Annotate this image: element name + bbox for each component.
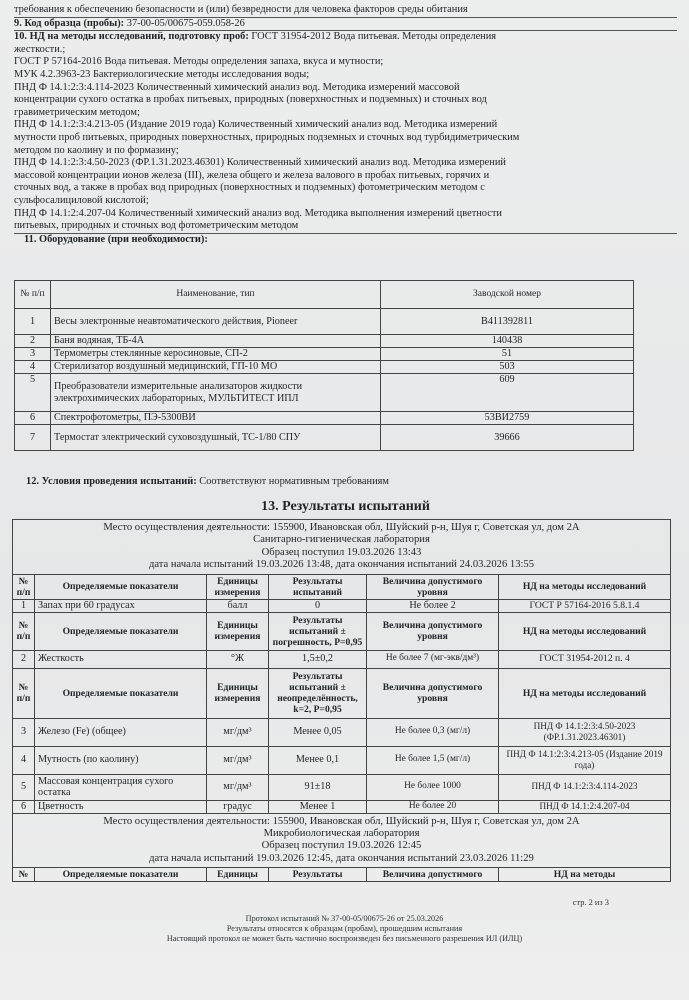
result-value: 91±18 <box>269 774 367 800</box>
result-value: 0 <box>269 599 367 612</box>
result-unit: балл <box>207 599 269 612</box>
conditions-section <box>26 476 677 489</box>
result-unit: °Ж <box>207 650 269 668</box>
result-num: 5 <box>13 774 35 800</box>
result-value: Менее 0,1 <box>269 746 367 774</box>
table-row <box>15 425 634 451</box>
result-nd: ПНД Ф 14.1:2:3:4.50-2023 (ФР.1.31.2023.46301) <box>499 718 671 746</box>
sample-code-value: 37-00-05/00675-059.058-26 <box>126 17 245 29</box>
equipment-table <box>14 280 634 451</box>
methods-line: жесткости.; <box>14 43 66 55</box>
equipment-serial: 140438 <box>381 335 634 348</box>
hdr-nd: НД на методы <box>499 868 671 882</box>
result-param: Цветность <box>35 800 207 813</box>
equipment-title-text: 11. Оборудование (при необходимости): <box>24 233 208 245</box>
sample-code <box>14 18 677 32</box>
result-limit: Не более 2 <box>367 599 499 612</box>
table-row <box>13 800 671 813</box>
lab1-place: Место осуществления деятельности: 155900, Ивановская обл, Шуйский р-н, Шуя г, Советская ул, дом 2А <box>103 522 580 533</box>
hdr-result: Результаты испытаний ± неопределённость, k=2, P=0,95 <box>269 668 367 718</box>
result-value: Менее 1 <box>269 800 367 813</box>
hdr-result: Результаты испытаний <box>269 574 367 599</box>
result-limit: Не более 1,5 (мг/л) <box>367 746 499 774</box>
equipment-header-name: Наименование, тип <box>51 281 381 309</box>
methods-line: ПНД Ф 14.1:2:3:4.114-2023 Количественный химический анализ вод. Методика измерений массовой <box>14 81 460 93</box>
results-wrap <box>12 519 671 882</box>
result-param: Железо (Fe) (общее) <box>35 718 207 746</box>
equipment-name: Баня водяная, ТБ-4А <box>51 335 381 348</box>
methods-line: методом по каолину и по формазину; <box>14 144 179 156</box>
methods-line: сульфосалициловой кислотой; <box>14 194 149 206</box>
equipment-num: 3 <box>15 348 51 361</box>
lab1-received: Образец поступил 19.03.2026 13:43 <box>261 546 422 558</box>
conditions-line <box>26 476 677 489</box>
lab2-info <box>13 813 671 868</box>
lab2-name: Микробиологическая лаборатория <box>263 828 420 840</box>
lab1-name: Санитарно-гигиеническая лаборатория <box>253 534 430 546</box>
result-param: Запах при 60 градусах <box>35 599 207 612</box>
methods-line: ГОСТ Р 57164-2016 Вода питьевая. Методы определения запаха, вкуса и мутности; <box>14 56 384 68</box>
table-row <box>13 650 671 668</box>
footer-protocol: Протокол испытаний № 37-00-05/00675-26 от 25.03.2026 <box>245 914 444 923</box>
table-row <box>15 348 634 361</box>
result-nd: ПНД Ф 14.1:2:3:4.114-2023 <box>499 774 671 800</box>
table-row <box>15 412 634 425</box>
table-row <box>15 361 634 374</box>
page-number: стр. 2 из 3 <box>572 898 609 907</box>
group1-header-row <box>13 574 671 599</box>
methods-heading <box>14 31 677 44</box>
result-num: 2 <box>13 650 35 668</box>
requirements-section <box>14 4 677 246</box>
hdr-result: Результаты <box>269 868 367 882</box>
table-row <box>15 335 634 348</box>
methods-label: 10. НД на методы исследований, подготовку проб: <box>14 31 249 43</box>
table-row <box>13 774 671 800</box>
lab2-place: Место осуществления деятельности: 155900, Ивановская обл, Шуйский р-н, Шуя г, Советская ул, дом 2А <box>103 815 580 827</box>
hdr-num: № п/п <box>13 668 35 718</box>
equipment-serial: 503 <box>381 361 634 374</box>
equipment-num: 2 <box>15 335 51 348</box>
result-num: 3 <box>13 718 35 746</box>
group3-header-row <box>13 668 671 718</box>
equipment-title <box>14 234 677 247</box>
result-param: Жесткость <box>35 650 207 668</box>
equipment-name: Стерилизатор воздушный медицинский, ГП-10 МО <box>51 361 381 374</box>
equipment-header-row <box>15 281 634 309</box>
lab1-info-row <box>13 520 671 575</box>
lab1-dates: дата начала испытаний 19.03.2026 13:48, дата окончания испытаний 24.03.2026 13:55 <box>148 559 535 571</box>
conditions-value: Соответствуют нормативным требованиям <box>199 476 389 487</box>
equipment-name: Термометры стеклянные керосиновые, СП-2 <box>51 348 381 361</box>
results-title: 13. Результаты испытаний <box>261 499 430 514</box>
methods-line: мутности проб питьевых, природных поверхностных, природных подземных и сточных вод турбидиметрическим <box>14 131 520 143</box>
methods-line: ПНД Ф 14.1:2:4.207-04 Количественный химический анализ вод. Методика выполнения измерений цветности <box>14 207 502 219</box>
lab2-dates: дата начала испытаний 19.03.2026 12:45, дата окончания испытаний 23.03.2026 11:29 <box>149 852 534 864</box>
lab2-received: Образец поступил 19.03.2026 12:45 <box>261 840 422 852</box>
result-value: Менее 0,05 <box>269 718 367 746</box>
equipment-num: 6 <box>15 412 51 425</box>
result-limit: Не более 20 <box>367 800 499 813</box>
methods-line: концентрации сухого остатка в пробах питьевых, природных (поверхностных и подземных) и сточных вод <box>14 94 487 106</box>
requirements-line: требования к обеспечению безопасности и (или) безвредности для человека факторов среды обитания <box>14 4 677 18</box>
lab1-info <box>13 520 671 575</box>
hdr-unit: Единицы <box>207 868 269 882</box>
equipment-table-wrap <box>14 280 634 451</box>
result-num: 4 <box>13 746 35 774</box>
methods-line: ПНД Ф 14.1:2:3:4.213-05 (Издание 2019 года) Количественный химический анализ вод. Методика измерений <box>14 119 498 131</box>
equipment-name: Преобразователи измерительные анализаторов жидкости электрохимических лабораторных, МУЛЬТИТЕСТ ИПЛ <box>51 374 381 412</box>
last-header-row <box>13 868 671 882</box>
results-title-wrap <box>14 498 677 516</box>
footer-results-note: Результаты относятся к образцам (пробам), прошедшим испытания <box>226 924 463 933</box>
methods-line: питьевых, природных и сточных вод фотометрическим методом <box>14 220 677 234</box>
methods-line: гравиметрическим методом; <box>14 106 140 118</box>
methods-line: массовой концентрации ионов железа (III), железа общего и железа валового в пробах питьевых, горячих и <box>14 169 490 181</box>
hdr-param: Определяемые показатели <box>35 612 207 650</box>
table-row <box>15 309 634 335</box>
result-value: 1,5±0,2 <box>269 650 367 668</box>
hdr-param: Определяемые показатели <box>35 868 207 882</box>
result-nd: ГОСТ 31954-2012 п. 4 <box>499 650 671 668</box>
hdr-num: № п/п <box>13 612 35 650</box>
table-row <box>13 718 671 746</box>
result-nd: ПНД Ф 14.1:2:4.207-04 <box>499 800 671 813</box>
result-nd: ПНД Ф 14.1:2:3:4.213-05 (Издание 2019 года) <box>499 746 671 774</box>
equipment-name: Спектрофотометры, ПЭ-5300ВИ <box>51 412 381 425</box>
hdr-num: № <box>13 868 35 882</box>
table-row <box>13 746 671 774</box>
equipment-num: 1 <box>15 309 51 335</box>
equipment-num: 7 <box>15 425 51 451</box>
equipment-header-num: № п/п <box>15 281 51 309</box>
methods-line: МУК 4.2.3963-23 Бактериологические методы исследования воды; <box>14 68 310 80</box>
group2-header-row <box>13 612 671 650</box>
methods-line: ПНД Ф 14.1:2:3:4.50-2023 (ФР.1.31.2023.46301) Количественный химический анализ вод. Методика измерений <box>14 157 506 169</box>
result-param: Массовая концентрация сухого остатка <box>35 774 207 800</box>
hdr-nd: НД на методы исследований <box>499 668 671 718</box>
equipment-name: Весы электронные неавтоматического действия, Pioneer <box>51 309 381 335</box>
equipment-name: Термостат электрический суховоздушный, ТС-1/80 СПУ <box>51 425 381 451</box>
result-num: 6 <box>13 800 35 813</box>
table-row <box>13 599 671 612</box>
hdr-unit: Единицы измерения <box>207 668 269 718</box>
result-unit: градус <box>207 800 269 813</box>
hdr-param: Определяемые показатели <box>35 574 207 599</box>
equipment-num: 5 <box>15 374 51 412</box>
equipment-serial: 53ВИ2759 <box>381 412 634 425</box>
equipment-num: 4 <box>15 361 51 374</box>
hdr-limit: Величина допустимого уровня <box>367 612 499 650</box>
equipment-serial: B411392811 <box>381 309 634 335</box>
footer <box>0 914 689 944</box>
sample-code-label: 9. Код образца (пробы): <box>14 17 125 29</box>
equipment-serial: 609 <box>381 374 634 412</box>
result-limit: Не более 7 (мг-экв/дм³) <box>367 650 499 668</box>
result-unit: мг/дм³ <box>207 774 269 800</box>
hdr-limit: Величина допустимого <box>367 868 499 882</box>
methods-line-0: ГОСТ 31954-2012 Вода питьевая. Методы определения <box>251 31 497 43</box>
hdr-nd: НД на методы исследований <box>499 612 671 650</box>
methods-line: сточных вод, а также в пробах вод природных (поверхностных и подземных) фотометрическим методом с <box>14 182 485 194</box>
hdr-limit: Величина допустимого уровня <box>367 668 499 718</box>
result-nd: ГОСТ Р 57164-2016 5.8.1.4 <box>499 599 671 612</box>
result-unit: мг/дм³ <box>207 718 269 746</box>
hdr-unit: Единицы измерения <box>207 612 269 650</box>
hdr-limit: Величина допустимого уровня <box>367 574 499 599</box>
equipment-serial: 39666 <box>381 425 634 451</box>
equipment-header-serial: Заводской номер <box>381 281 634 309</box>
hdr-num: № п/п <box>13 574 35 599</box>
equipment-serial: 51 <box>381 348 634 361</box>
result-param: Мутность (по каолину) <box>35 746 207 774</box>
table-row <box>15 374 634 412</box>
result-num: 1 <box>13 599 35 612</box>
results-table <box>12 519 671 882</box>
footer-copy-note: Настоящий протокол не может быть частично воспроизведен без письменного разрешения ИЛ (ИЛЦ) <box>166 934 523 943</box>
lab2-info-row <box>13 813 671 868</box>
result-limit: Не более 1000 <box>367 774 499 800</box>
hdr-nd: НД на методы исследований <box>499 574 671 599</box>
hdr-param: Определяемые показатели <box>35 668 207 718</box>
result-limit: Не более 0,3 (мг/л) <box>367 718 499 746</box>
result-unit: мг/дм³ <box>207 746 269 774</box>
hdr-result: Результаты испытаний ± погрешность, P=0,95 <box>269 612 367 650</box>
conditions-label: 12. Условия проведения испытаний: <box>26 476 197 487</box>
hdr-unit: Единицы измерения <box>207 574 269 599</box>
